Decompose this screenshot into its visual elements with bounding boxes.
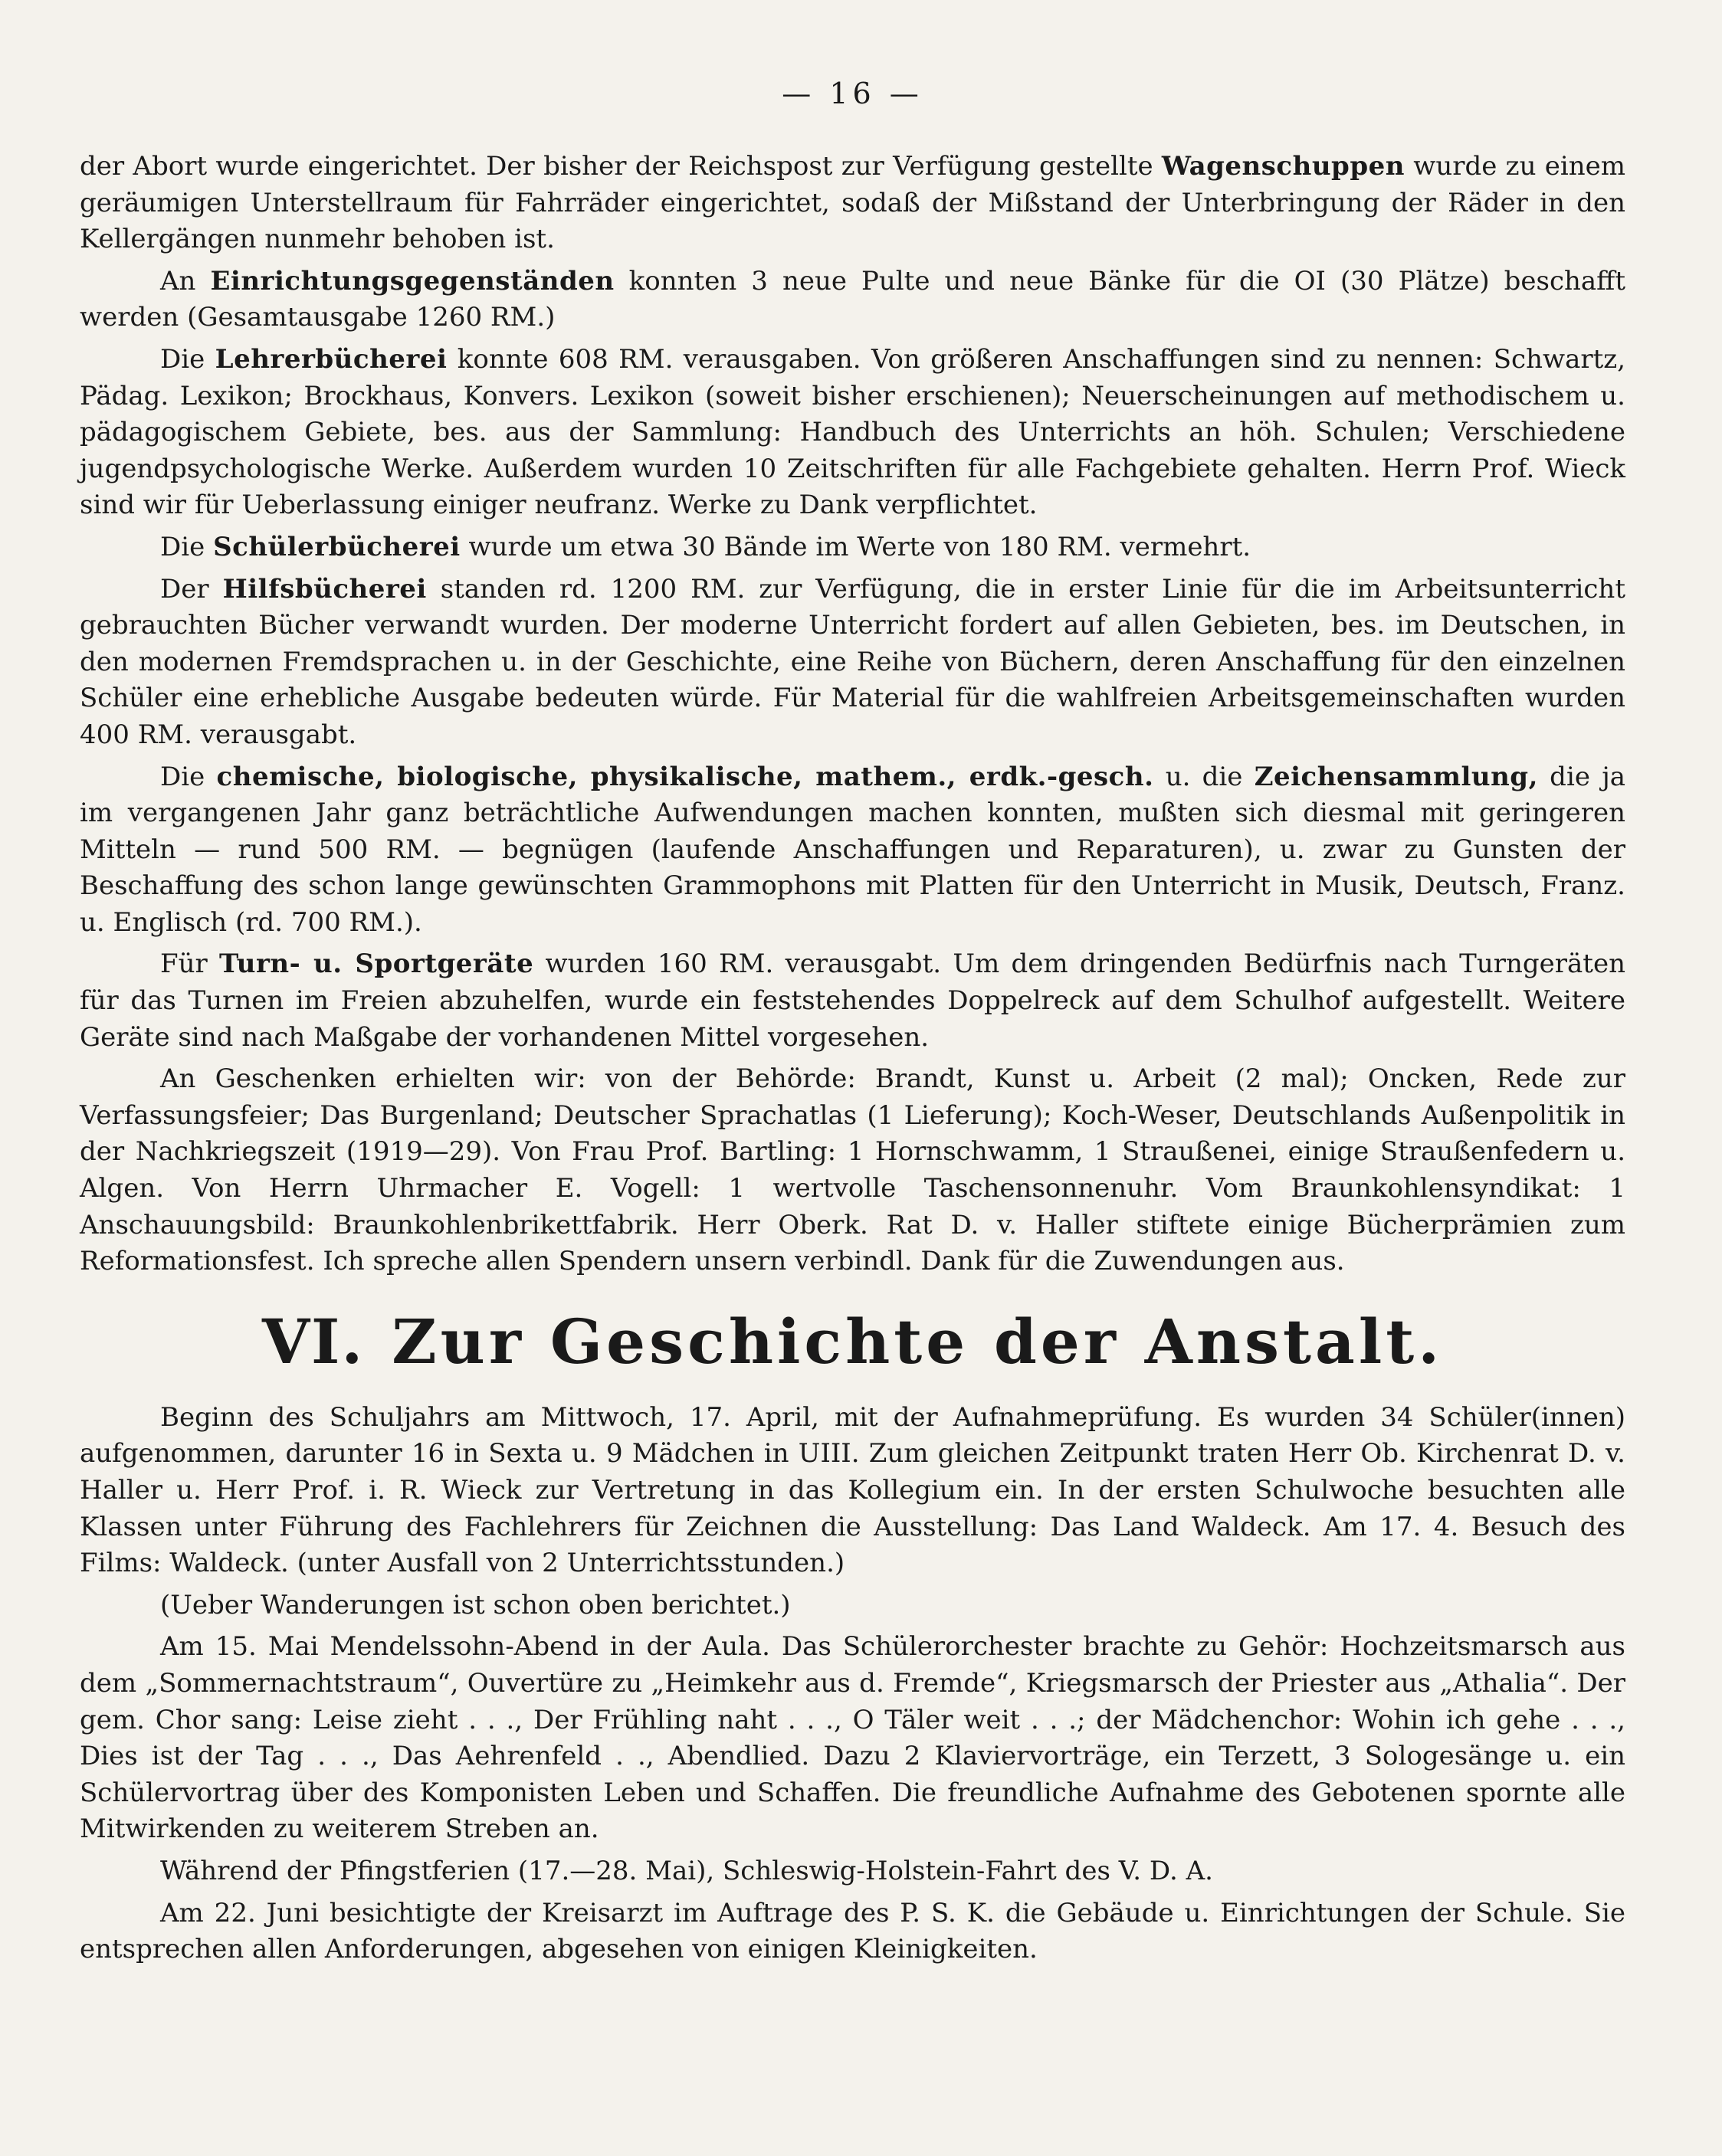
section-heading [80, 1306, 1625, 1377]
emphasized-term: Schülerbücherei [213, 531, 461, 562]
text-run: Die [160, 343, 215, 375]
section-number: VI. [261, 1305, 365, 1378]
text-run: Am 22. Juni besichtigte der Kreisarzt im Auftrage des P. S. K. die Gebäude u. Einrichtungen der Schule. Sie entsprechen allen Anforderungen, abgesehen von einigen Kleinigkeiten. [80, 1897, 1625, 1965]
text-run: u. die [1153, 761, 1255, 792]
text-run: Die [160, 761, 217, 792]
text-run: An [160, 265, 211, 297]
paragraph [80, 1400, 1625, 1582]
emphasized-term: chemische, biologische, physikalische, mathem., erdk.-gesch. [216, 761, 1154, 792]
text-run: wurde um etwa 30 Bände im Werte von 180 RM. vermehrt. [460, 531, 1251, 562]
text-run: (Ueber Wanderungen ist schon oben berichtet.) [160, 1589, 791, 1620]
page-number: — 16 — [782, 77, 923, 110]
text-run: Der [160, 573, 223, 605]
paragraph [80, 342, 1625, 524]
text-run: konnte 608 RM. verausgaben. Von größeren Anschaffungen sind zu nennen: Schwartz, Pädag. Lexikon; Brockhaus, Konvers. Lexikon (soweit bisher erschienen); Neuerscheinungen auf methodischem u. pädagogischem Gebiete, bes. aus der Sammlung: Handbuch des Unterrichts an höh. Schulen; Verschiedene jugendpsychologische Werke. Außerdem wurden 10 Zeitschriften für alle Fachgebiete gehalten. Herrn Prof. Wieck sind wir für Ueberlassung einiger neufranz. Werke zu Dank verpflichtet. [80, 343, 1625, 521]
text-run: standen rd. 1200 RM. zur Verfügung, die in erster Linie für die im Arbeitsunterricht gebrauchten Bücher verwandt wurden. Der moderne Unterricht fordert auf allen Gebieten, bes. im Deutschen, in den modernen Fremdsprachen u. in der Geschichte, eine Reihe von Büchern, deren Anschaffung für den einzelnen Schüler eine erhebliche Ausgabe bedeuten würde. Für Material für die wahlfreien Arbeitsgemeinschaften wurden 400 RM. verausgabt. [80, 573, 1625, 750]
paragraph [80, 149, 1625, 258]
paragraph [80, 759, 1625, 942]
text-run: Die [160, 531, 214, 562]
text-run: wurde zu einem geräumigen Unterstellraum für Fahrräder eingerichtet, sodaß der Mißstand der Unterbringung der Räder in den Kellergängen nunmehr behoben ist. [80, 151, 1625, 255]
paragraph [80, 1588, 1625, 1624]
emphasized-term: Einrichtungsgegenständen [210, 265, 615, 297]
text-run: konnten 3 neue Pulte und neue Bänke für die OI (30 Plätze) beschafft werden (Gesamtausgabe 1260 RM.) [80, 265, 1625, 333]
emphasized-term: Zeichensammlung, [1254, 761, 1538, 792]
paragraph [80, 1629, 1625, 1848]
text-run: Während der Pfingstferien (17.—28. Mai), Schleswig-Holstein-Fahrt des V. D. A. [160, 1855, 1213, 1886]
paragraph [80, 264, 1625, 336]
paragraph [80, 572, 1625, 754]
text-run: An Geschenken erhielten wir: von der Behörde: Brandt, Kunst u. Arbeit (2 mal); Oncken, Rede zur Verfassungsfeier; Das Burgenland; Deutscher Sprachatlas (1 Lieferung); Koch-Weser, Deutschlands Außenpolitik in der Nachkriegszeit (1919—29). Von Frau Prof. Bartling: 1 Hornschwamm, 1 Straußenei, einige Straußenfedern u. Algen. Von Herrn Uhrmacher E. Vogell: 1 wertvolle Taschensonnenuhr. Vom Braunkohlensyndikat: 1 Anschauungsbild: Braunkohlenbrikettfabrik. Herr Oberk. Rat D. v. Haller stiftete einige Bücherprämien zum Reformationsfest. Ich spreche allen Spendern unsern verbindl. Dank für die Zuwendungen aus. [80, 1063, 1625, 1277]
text-run: die ja im vergangenen Jahr ganz beträchtliche Aufwendungen machen konnten, mußten sich diesmal mit geringeren Mitteln — rund 500 RM. — begnügen (laufende Anschaffungen und Reparaturen), u. zwar zu Gunsten der Beschaffung des schon lange gewünschten Grammophons mit Platten für den Unterricht in Musik, Deutsch, Franz. u. Englisch (rd. 700 RM.). [80, 761, 1626, 938]
emphasized-term: Wagenschuppen [1161, 151, 1405, 182]
section-title: Zur Geschichte der Anstalt. [392, 1305, 1444, 1378]
paragraph [80, 1853, 1625, 1890]
text-run: Für [160, 949, 220, 980]
paragraph [80, 1061, 1625, 1280]
text-run: wurden 160 RM. verausgabt. Um dem dringenden Bedürfnis nach Turngeräten für das Turnen im Freien abzuhelfen, wurde ein feststehendes Doppelreck auf dem Schulhof aufgestellt. Weitere Geräte sind nach Maßgabe der vorhandenen Mittel vorgesehen. [80, 949, 1625, 1053]
emphasized-term: Lehrerbücherei [215, 343, 448, 375]
paragraph [80, 1896, 1625, 1968]
emphasized-term: Turn- u. Sportgeräte [219, 949, 534, 980]
report-body [80, 149, 1625, 1280]
paragraph [80, 529, 1625, 566]
text-run: Am 15. Mai Mendelssohn-Abend in der Aula. Das Schülerorchester brachte zu Gehör: Hochzeitsmarsch aus dem „Sommernachtstraum“, Ouvertüre zu „Heimkehr aus d. Fremde“, Kriegsmarsch der Priester aus „Athalia“. Der gem. Chor sang: Leise zieht . . ., Der Frühling naht . . ., O Täler weit . . .; der Mädchenchor: Wohin ich gehe . . ., Dies ist der Tag . . ., Das Aehrenfeld . ., Abendlied. Dazu 2 Klaviervorträge, ein Terzett, 3 Sologesänge u. ein Schülervortrag über des Komponisten Leben und Schaffen. Die freundliche Aufnahme des Gebotenen spornte alle Mitwirkenden zu weiterem Streben an. [80, 1631, 1625, 1845]
emphasized-term: Hilfsbücherei [222, 573, 427, 605]
text-run: Beginn des Schuljahrs am Mittwoch, 17. April, mit der Aufnahmeprüfung. Es wurden 34 Schüler(innen) aufgenommen, darunter 16 in Sexta u. 9 Mädchen in UIII. Zum gleichen Zeitpunkt traten Herr Ob. Kirchenrat D. v. Haller u. Herr Prof. i. R. Wieck zur Vertretung in das Kollegium ein. In der ersten Schulwoche besuchten alle Klassen unter Führung des Fachlehrers für Zeichnen die Ausstellung: Das Land Waldeck. Am 17. 4. Besuch des Films: Waldeck. (unter Ausfall von 2 Unterrichtsstunden.) [80, 1401, 1625, 1579]
paragraph [80, 946, 1625, 1056]
text-run: der Abort wurde eingerichtet. Der bisher der Reichspost zur Verfügung gestellte [80, 151, 1162, 182]
section-body [80, 1400, 1625, 1968]
